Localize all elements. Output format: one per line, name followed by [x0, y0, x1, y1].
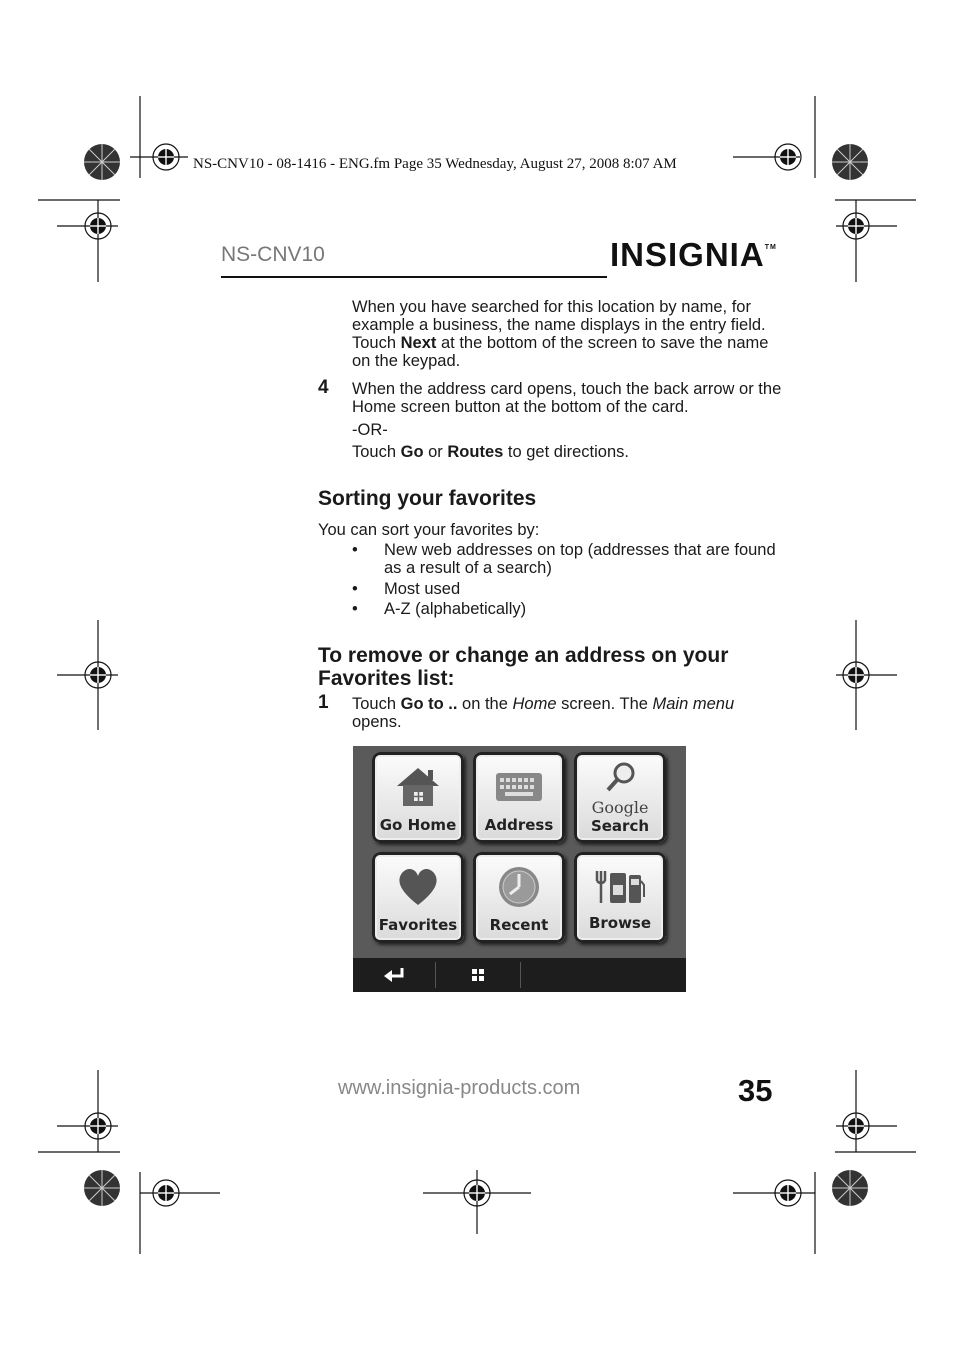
insignia-logo: INSIGNIA™ [610, 236, 777, 273]
list-item: • New web addresses on top (addresses that are found as a result of a search) [352, 541, 776, 577]
favorites-tile[interactable]: Favorites [372, 852, 464, 943]
grid-icon [471, 968, 485, 982]
bullet: • [352, 600, 358, 618]
step-number: 4 [318, 377, 329, 398]
sorting-intro: You can sort your favorites by: [318, 521, 540, 539]
intro-paragraph: When you have searched for this location by name, for example a business, the name displays in the entry field. Touch Next at the bottom of the screen to save the name on the keypad. [352, 298, 769, 370]
remove-step1-text: Touch Go to .. on the Home screen. The Main menu opens. [352, 695, 735, 731]
clock-icon [473, 864, 565, 910]
bullet: • [352, 541, 358, 559]
sorting-heading: Sorting your favorites [318, 487, 537, 510]
address-tile[interactable]: Address [473, 752, 565, 843]
google-wordmark: Google [591, 798, 649, 817]
house-icon [372, 764, 464, 810]
print-header: NS-CNV10 - 08-1416 - ENG.fm Page 35 Wednesday, August 27, 2008 8:07 AM [193, 156, 677, 172]
header-rule [221, 276, 607, 278]
keyboard-icon [473, 764, 565, 810]
remove-heading: To remove or change an address on your Favorites list: [318, 644, 729, 690]
browse-tile[interactable]: Browse [574, 852, 666, 943]
back-button[interactable] [353, 958, 435, 992]
page-number: 35 [738, 1073, 773, 1108]
recent-tile[interactable]: Recent [473, 852, 565, 943]
list-item: • A-Z (alphabetically) [352, 600, 527, 618]
or-separator: -OR- [352, 421, 388, 439]
heart-icon [372, 864, 464, 910]
footer-url: www.insignia-products.com [338, 1077, 581, 1099]
step4-alternative: Touch Go or Routes to get directions. [352, 443, 629, 461]
bottom-toolbar [353, 958, 686, 992]
menu-button[interactable] [436, 958, 520, 992]
go-home-tile[interactable]: Go Home [372, 752, 464, 843]
magnifier-icon [574, 760, 666, 794]
back-arrow-icon [382, 966, 406, 984]
bullet: • [352, 580, 358, 598]
main-menu-screenshot [353, 746, 686, 992]
list-item: • Most used [352, 580, 461, 598]
step-number: 1 [318, 692, 329, 713]
step4-text: When the address card opens, touch the back arrow or the Home screen button at the bottom of the card. [352, 380, 782, 416]
poi-icon [574, 864, 666, 910]
google-search-tile[interactable]: Google Search [574, 752, 666, 843]
model-number: NS-CNV10 [221, 243, 325, 266]
